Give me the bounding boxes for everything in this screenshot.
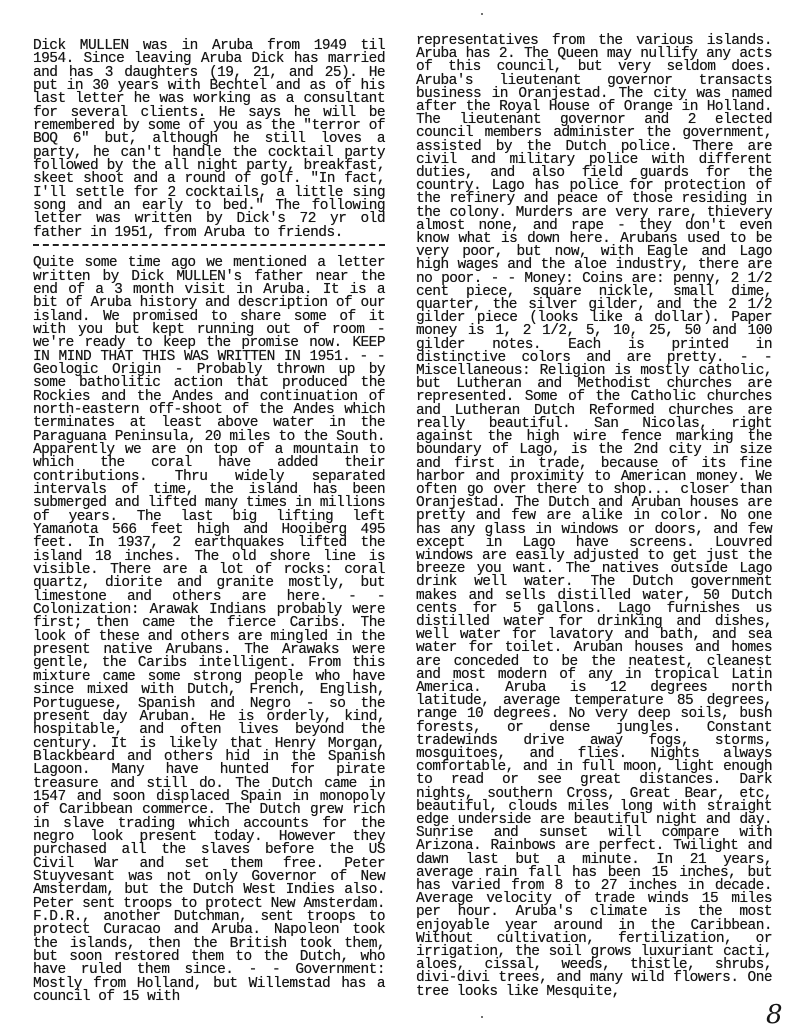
page-number: 8 <box>766 1000 783 1030</box>
right-column <box>416 35 772 999</box>
mullen-intro-paragraph: Dick MULLEN was in Aruba from 1949 til 1954. Since leaving Aruba Dick has married and has 3 daughters (19, 21, and 25). He put in 30 years with Bechtel and as of his last letter he was working as a consultant for several clients. He says he will be remembered by some of you as the "terror of BOQ 6" but, although he still loves a party, he can't handle the cocktail party followed by the all night party, breakfast, skeet shoot and a round of golf. "In fact, I'll settle for 2 cocktails, a little sing song and an early to bed." The following letter was written by Dick's 72 yr old father in 1951, from Aruba to friends. <box>33 38 385 241</box>
scan-speck <box>481 1016 483 1018</box>
dashed-separator <box>33 244 385 254</box>
aruba-history-letter: Quite some time ago we mentioned a letter written by Dick MULLEN's father near the end of a 3 month visit in Aruba. It is a bit of Aruba history and description of our island. We promised to share some of it with you but kept running out of room - we're ready to keep the promise now. KEEP IN MIND THAT THIS WAS WRITTEN IN 1951. - - Geologic Origin - Probably thrown up by some batholitic action that produced the Rockies and the Andes and continuation of north-eastern off-shoot of the Andes which terminates at least above water in the Paraguana Peninsula, 20 miles to the South. Apparently we are on top of a mountain to which the coral have added their contributions. Thru widely separated intervals of time, the island has been submerged and lifted many times in millions of years. The last big lifting left Yamanota 566 feet high and Hooiberg 495 feet. In 1937, 2 earthquakes lifted the island 18 inches. The old shore line is visible. There are a lot of rocks: coral quartz, diorite and granite mostly, but limestone and others are here. - - Colonization: Arawak Indians probably were first; then came the fierce Caribs. The look of these and others are mingled in the present native Arubans. The Arawaks were gentle, the Caribs intelligent. From this mixture came some strong people who have since mixed with Dutch, French, English, Portuguese, Spanish and Negro - so the present day Aruban. He is orderly, kind, hospitable, and often lives beyond the century. It is likely that Henry Morgan, Blackbeard and others hid in the Spanish Lagoon. Many have hunted for pirate treasure and still do. The Dutch came in 1547 and soon displaced Spain in monopoly of Caribbean commerce. The Dutch grew rich in slave trading which accounts for the negro look present today. However they purchased all the slaves before the US Civil War and set them free. Peter Stuyvesant was not only Governor of New Amsterdam, but the Dutch West Indies also. Peter sent troops to protect New Amsterdam. F.D.R., another Dutchman, sent troops to protect Curacao and Aruba. Napoleon took the islands, then the British took them, but soon restored them to the Dutch, who have ruled them since. - - Government: Mostly from Holland, but Willemstad has a council of 15 with <box>33 255 385 1006</box>
aruba-letter-continued: representatives from the various islands. Aruba has 2. The Queen may nullify any acts of this council, but very seldom does. Aruba's lieutenant governor transacts business in Oranjestad. The city was named after the Royal House of Orange in Holland. The lieutenant governor and 2 elected council members administer the government, assisted by the Dutch police. There are civil and military police with different duties, and also field guards for the country. Lago has police for protection of the refinery and peace of those residing in the colony. Murders are very rare, thievery almost none, and rape - they don't even know what is down here. Arubans used to be very poor, but now, with Eagle and Lago high wages and the aloe industry, there are no poor. - - Money: Coins are: penny, 2 1/2 cent piece, square nickle, small dime, quarter, the silver gilder, and the 2 1/2 gilder piece (looks like a dollar). Paper money is 1, 2 1/2, 5, 10, 25, 50 and 100 gilder notes. Each is printed in distinctive colors and are pretty. - - Miscellaneous: Religion is mostly catholic, but Lutheran and Methodist churches are represented. Some of the Catholic churches and Lutheran Dutch Reformed churches are really beautiful. San Nicolas, right against the high wire fence marking the boundary of Lago, is the 2nd city in size and first in trade, because of its fine harbor and proximity to American money. We often go over there to shop... closer than Oranjestad. The Dutch and Aruban houses are pretty and few are alike in color. No one has any glass in windows or doors, and few except in Lago have screens. Louvred windows are easily adjusted to get just the breeze you want. The natives outside Lago drink well water. The Dutch government makes and sells distilled water, 50 Dutch cents for 5 gallons. Lago furnishes us distilled water for drinking and dishes, well water for lavatory and bath, and sea water for toilet. Aruban houses and homes are conceded to be the neatest, cleanest and most modern of any in tropical Latin America. Aruba is 12 degrees north latitude, average temperature 85 degrees, range 10 degrees. No very deep soils, bush forests, or dense jungles. Constant tradewinds drive away fogs, storms, mosquitoes, and flies. Nights always comfortable, and in full moon, light enough to read or see great distances. Dark nights, southern Cross, Great Bear, etc, beautiful, clouds miles long with straight edge underside are beautiful night and day. Sunrise and sunset will compare with Arizona. Rainbows are perfect. Twilight and dawn last but a minute. In 21 years, average rain fall has been 15 inches, but has varied from 8 to 27 inches in decade. Average velocity of trade winds 15 miles per hour. Aruba's climate is the most enjoyable year around in the Caribbean. Without cultivation, fertilization, or irrigation, the soil grows luxuriant cacti, aloes, cissal, weeds, thistle, shrubs, divi-divi trees, and many wild flowers. One tree looks like Mesquite, <box>416 33 772 1000</box>
left-column <box>33 40 385 1004</box>
scan-speck <box>481 13 483 15</box>
